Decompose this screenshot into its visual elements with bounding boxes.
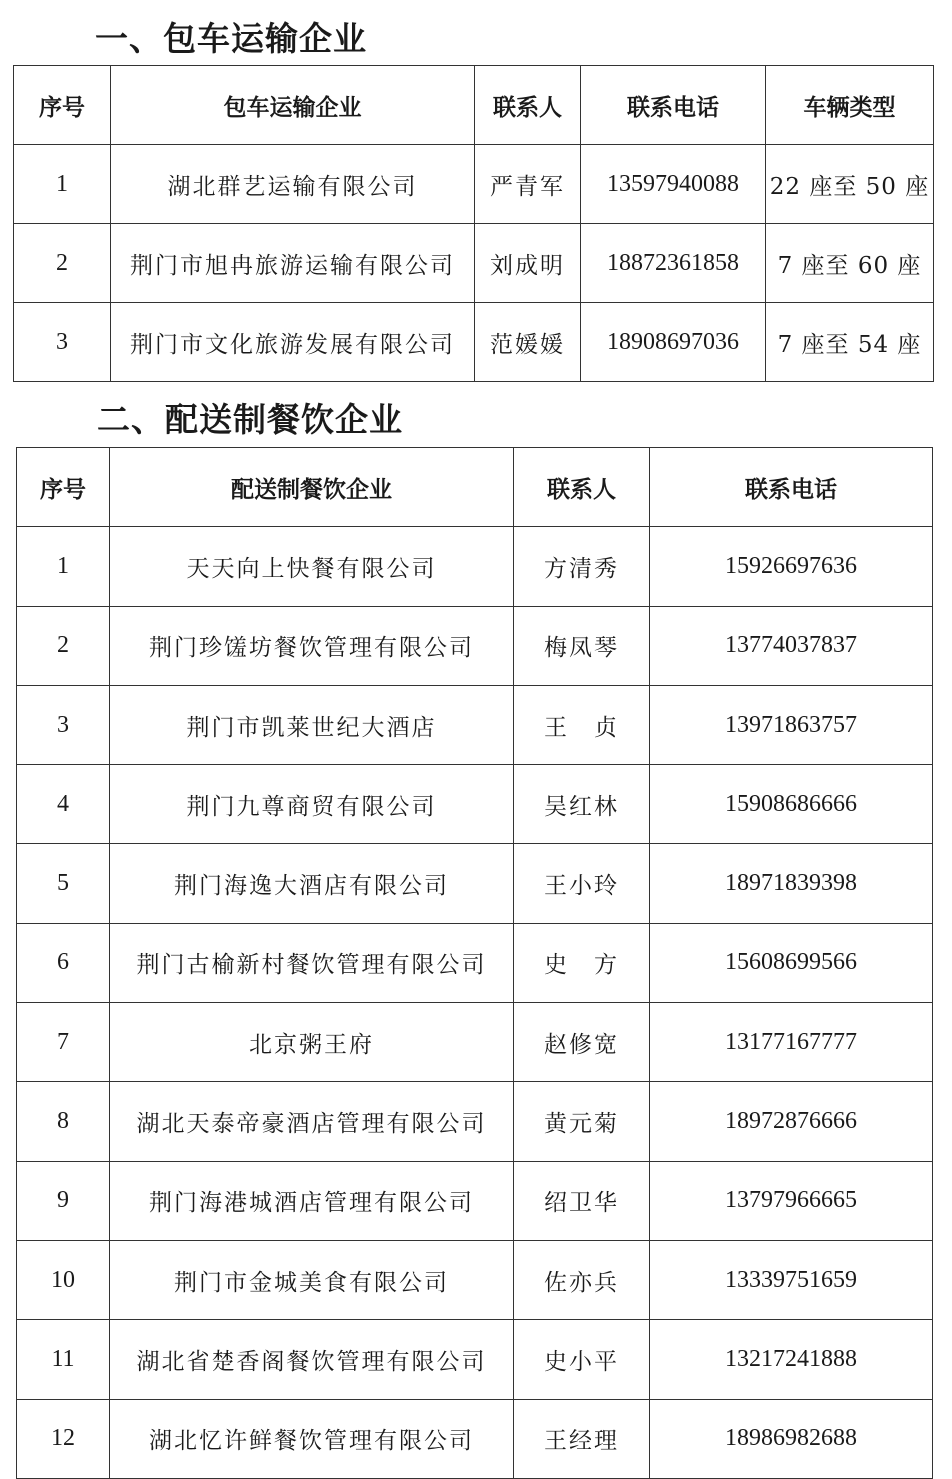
- table-row: [17, 1161, 933, 1240]
- row-index: 3: [17, 685, 110, 764]
- row-index: 3: [14, 303, 111, 382]
- row-contact: 梅凤琴: [514, 606, 650, 685]
- row-vehicle-type: 7 座至 54 座: [766, 303, 934, 382]
- header-contact: 联系人: [475, 66, 581, 145]
- row-contact: 方清秀: [514, 527, 650, 606]
- row-company: 北京粥王府: [110, 1003, 514, 1082]
- table-row: [14, 145, 934, 224]
- row-index: 1: [14, 145, 111, 224]
- row-contact: 佐亦兵: [514, 1240, 650, 1319]
- header-company: 包车运输企业: [111, 66, 475, 145]
- row-contact: 王 贞: [514, 685, 650, 764]
- table-header-row: [17, 448, 933, 527]
- row-index: 11: [17, 1320, 110, 1399]
- row-phone: 13597940088: [581, 145, 766, 224]
- row-contact: 刘成明: [475, 224, 581, 303]
- row-contact: 王经理: [514, 1399, 650, 1478]
- row-contact: 赵修宽: [514, 1003, 650, 1082]
- table-row: [14, 224, 934, 303]
- header-index: 序号: [17, 448, 110, 527]
- row-phone: 18972876666: [650, 1082, 933, 1161]
- row-company: 荆门海逸大酒店有限公司: [110, 844, 514, 923]
- row-index: 9: [17, 1161, 110, 1240]
- table-row: [17, 765, 933, 844]
- row-company: 湖北忆许鲜餐饮管理有限公司: [110, 1399, 514, 1478]
- header-contact: 联系人: [514, 448, 650, 527]
- row-company: 荆门海港城酒店管理有限公司: [110, 1161, 514, 1240]
- row-company: 荆门市凯莱世纪大酒店: [110, 685, 514, 764]
- row-contact: 绍卫华: [514, 1161, 650, 1240]
- section-title-charter-transport: 一、包车运输企业: [95, 19, 367, 58]
- table-row: [17, 844, 933, 923]
- row-phone: 15926697636: [650, 527, 933, 606]
- table-row: [17, 685, 933, 764]
- row-phone: 13339751659: [650, 1240, 933, 1319]
- row-index: 12: [17, 1399, 110, 1478]
- row-company: 荆门古榆新村餐饮管理有限公司: [110, 923, 514, 1002]
- row-index: 4: [17, 765, 110, 844]
- catering-table: [16, 447, 933, 1479]
- row-phone: 18908697036: [581, 303, 766, 382]
- row-index: 2: [14, 224, 111, 303]
- row-index: 1: [17, 527, 110, 606]
- row-phone: 13774037837: [650, 606, 933, 685]
- row-company: 荆门市文化旅游发展有限公司: [111, 303, 475, 382]
- header-company: 配送制餐饮企业: [110, 448, 514, 527]
- row-index: 2: [17, 606, 110, 685]
- table-row: [17, 527, 933, 606]
- header-vehicle-type: 车辆类型: [766, 66, 934, 145]
- charter-transport-table: [13, 65, 934, 382]
- row-phone: 15908686666: [650, 765, 933, 844]
- table-row: [14, 303, 934, 382]
- section-title-catering: 二、配送制餐饮企业: [97, 400, 403, 439]
- row-company: 天天向上快餐有限公司: [110, 527, 514, 606]
- row-contact: 王小玲: [514, 844, 650, 923]
- row-phone: 18872361858: [581, 224, 766, 303]
- row-index: 10: [17, 1240, 110, 1319]
- row-company: 荆门市旭冉旅游运输有限公司: [111, 224, 475, 303]
- row-company: 湖北天泰帝豪酒店管理有限公司: [110, 1082, 514, 1161]
- row-company: 荆门九尊商贸有限公司: [110, 765, 514, 844]
- row-phone: 13797966665: [650, 1161, 933, 1240]
- header-phone: 联系电话: [581, 66, 766, 145]
- row-company: 湖北省楚香阁餐饮管理有限公司: [110, 1320, 514, 1399]
- row-index: 8: [17, 1082, 110, 1161]
- row-contact: 严青军: [475, 145, 581, 224]
- row-phone: 13971863757: [650, 685, 933, 764]
- table-row: [17, 1240, 933, 1319]
- row-phone: 18971839398: [650, 844, 933, 923]
- row-phone: 15608699566: [650, 923, 933, 1002]
- row-contact: 吴红林: [514, 765, 650, 844]
- row-vehicle-type: 22 座至 50 座: [766, 145, 934, 224]
- row-phone: 13217241888: [650, 1320, 933, 1399]
- table-row: [17, 923, 933, 1002]
- row-vehicle-type: 7 座至 60 座: [766, 224, 934, 303]
- row-phone: 18986982688: [650, 1399, 933, 1478]
- header-phone: 联系电话: [650, 448, 933, 527]
- row-index: 7: [17, 1003, 110, 1082]
- row-company: 荆门珍馐坊餐饮管理有限公司: [110, 606, 514, 685]
- row-contact: 史 方: [514, 923, 650, 1002]
- table-header-row: [14, 66, 934, 145]
- row-company: 湖北群艺运输有限公司: [111, 145, 475, 224]
- table-row: [17, 1399, 933, 1478]
- row-contact: 范媛媛: [475, 303, 581, 382]
- table-row: [17, 1320, 933, 1399]
- row-contact: 史小平: [514, 1320, 650, 1399]
- row-company: 荆门市金城美食有限公司: [110, 1240, 514, 1319]
- table-row: [17, 606, 933, 685]
- table-row: [17, 1003, 933, 1082]
- row-contact: 黄元菊: [514, 1082, 650, 1161]
- row-index: 6: [17, 923, 110, 1002]
- row-phone: 13177167777: [650, 1003, 933, 1082]
- row-index: 5: [17, 844, 110, 923]
- table-row: [17, 1082, 933, 1161]
- header-index: 序号: [14, 66, 111, 145]
